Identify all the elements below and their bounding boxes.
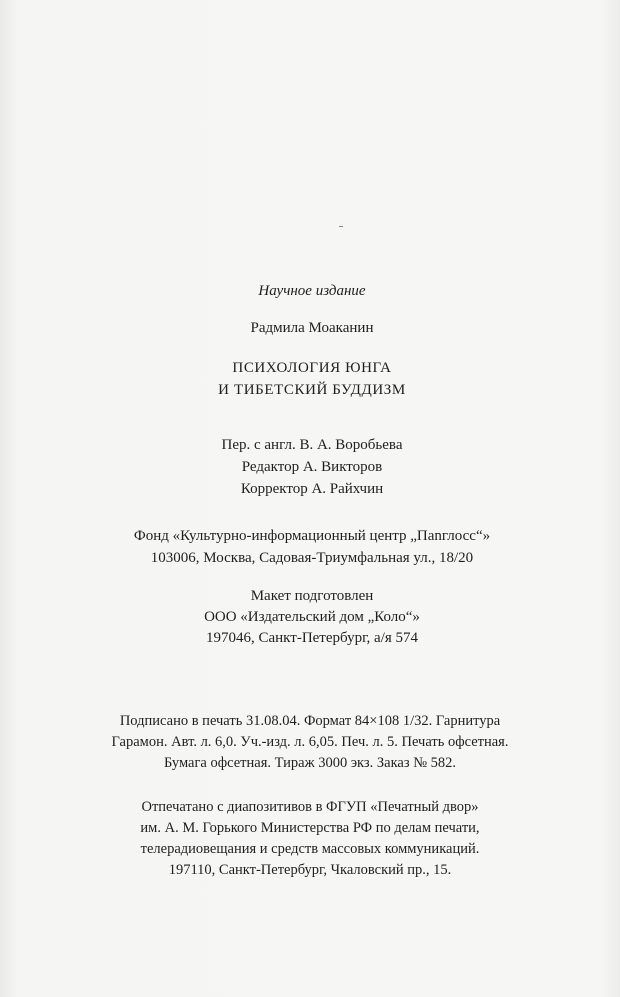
publisher-name: Фонд «Культурно-информационный центр „Пanглосс“» <box>133 528 491 544</box>
printer-line: Отпечатано с диапозитивов в ФГУП «Печатный двор» <box>141 799 479 815</box>
print-details-line: Подписано в печать 31.08.04. Формат 84×108 1/32. Гарнитура <box>119 713 501 729</box>
edition-type: Научное издание <box>258 283 366 299</box>
book-title-line-1: ПСИХОЛОГИЯ ЮНГА <box>232 360 392 376</box>
author-name: Радмила Моаканин <box>250 320 374 336</box>
translator-credit: Пер. с англ. В. А. Воробьева <box>221 437 403 453</box>
proofreader-credit: Корректор А. Райхчин <box>240 481 384 497</box>
publisher-address: 103006, Москва, Садовая-Триумфальная ул., 18/20 <box>150 550 474 566</box>
printer-line: им. А. М. Горького Министерства РФ по делам печати, <box>140 820 480 836</box>
scan-speck <box>339 226 343 227</box>
layout-address: 197046, Санкт-Петербург, а/я 574 <box>205 630 419 646</box>
print-details-line: Гарамон. Авт. л. 6,0. Уч.-изд. л. 6,05. Печ. л. 5. Печать офсетная. <box>111 734 509 750</box>
editor-credit: Редактор А. Викторов <box>241 459 383 475</box>
print-details-line: Бумага офсетная. Тираж 3000 экз. Заказ № 582. <box>163 755 457 771</box>
book-title-line-2: И ТИБЕТСКИЙ БУДДИЗМ <box>218 382 406 398</box>
layout-company: ООО «Издательский дом „Коло“» <box>204 609 420 625</box>
printer-line: телерадиовещания и средств массовых коммуникаций. <box>140 841 480 857</box>
printer-line: 197110, Санкт-Петербург, Чкаловский пр., 15. <box>168 862 452 878</box>
layout-note: Макет подготовлен <box>250 588 374 604</box>
